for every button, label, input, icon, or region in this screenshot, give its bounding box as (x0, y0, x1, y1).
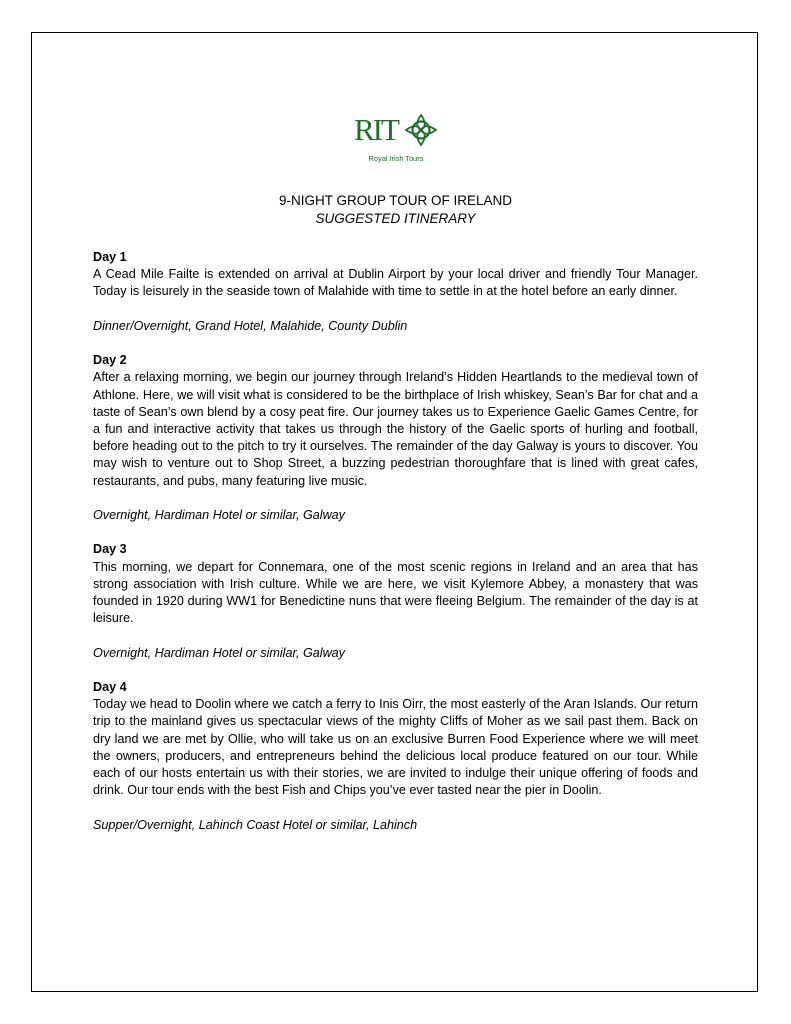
day-heading: Day 4 (93, 679, 127, 694)
document-title: 9-NIGHT GROUP TOUR OF IRELAND (278, 193, 513, 208)
svg-text:RIT: RIT (354, 113, 398, 147)
day-accommodation: Overnight, Hardiman Hotel or similar, Galway (93, 645, 345, 660)
day-description: Today we head to Doolin where we catch a ferry to Inis Oirr, the most easterly of the Aran Islands. Our return trip to the mainland gives us spectacular views of the mighty Cliffs of Moher as we sail past them. Back on dry land we are met by Ollie, who will take us on an exclusive Burren Food Experience where we will meet the owners, producers, and entrepreneurs behind the delicious local produce featured on our tour. While each of our hosts entertain us with their stories, we are invited to indulge their unique offering of foods and drink. Our tour ends with the best Fish and Chips you’ve ever tasted near the pier in Doolin. (93, 697, 698, 798)
day-heading: Day 2 (93, 353, 127, 368)
day-accommodation: Overnight, Hardiman Hotel or similar, Galway (93, 508, 345, 522)
day-description: A Cead Mile Failte is extended on arrival at Dublin Airport by your local driver and friendly Tour Manager. Today is leisurely in the seaside town of Malahide with time to settle in at the hotel before an early dinner. (93, 267, 698, 299)
day-description: This morning, we depart for Connemara, one of the most scenic regions in Ireland and an area that has strong association with Irish culture. While we are here, we visit Kylemore Abbey, a monastery that was founded in 1920 during WW1 for Benedictine nuns that were fleeing Belgium. The remainder of the day is at leisure. (93, 559, 698, 626)
day-heading: Day 3 (93, 542, 127, 557)
day-2-section (93, 352, 698, 524)
celtic-knot-icon (406, 115, 436, 145)
day-3-section (93, 541, 698, 661)
day-accommodation: Supper/Overnight, Lahinch Coast Hotel or similar, Lahinch (93, 817, 418, 832)
logo-company-name: Royal Irish Tours (368, 154, 424, 163)
day-1-section (93, 249, 698, 335)
itinerary-content (93, 249, 698, 851)
day-accommodation: Dinner/Overnight, Grand Hotel, Malahide, County Dublin (93, 318, 408, 333)
document-subtitle: SUGGESTED ITINERARY (315, 211, 476, 226)
day-4-section (93, 679, 698, 834)
day-description: After a relaxing morning, we begin our journey through Ireland’s Hidden Heartlands to the medieval town of Athlone. Here, we will visit what is considered to be the birthplace of Irish whiskey, Sean’s Bar for chat and a taste of Sean’s own blend by a cosy peat fire. Our journey takes us to Experience Gaelic Games Centre, for a fun and interactive activity that takes us through the history of the Gaelic sports of hurling and football, before heading out to the pitch to try it ourselves. The remainder of the day Galway is yours to discover. You may wish to venture out to Shop Street, a buzzing pedestrian thoroughfare that is lined with great cafes, restaurants, and pubs, many featuring live music. (93, 370, 698, 488)
company-logo (354, 113, 438, 169)
rit-logo-mark (354, 113, 438, 149)
day-heading: Day 1 (93, 250, 127, 264)
